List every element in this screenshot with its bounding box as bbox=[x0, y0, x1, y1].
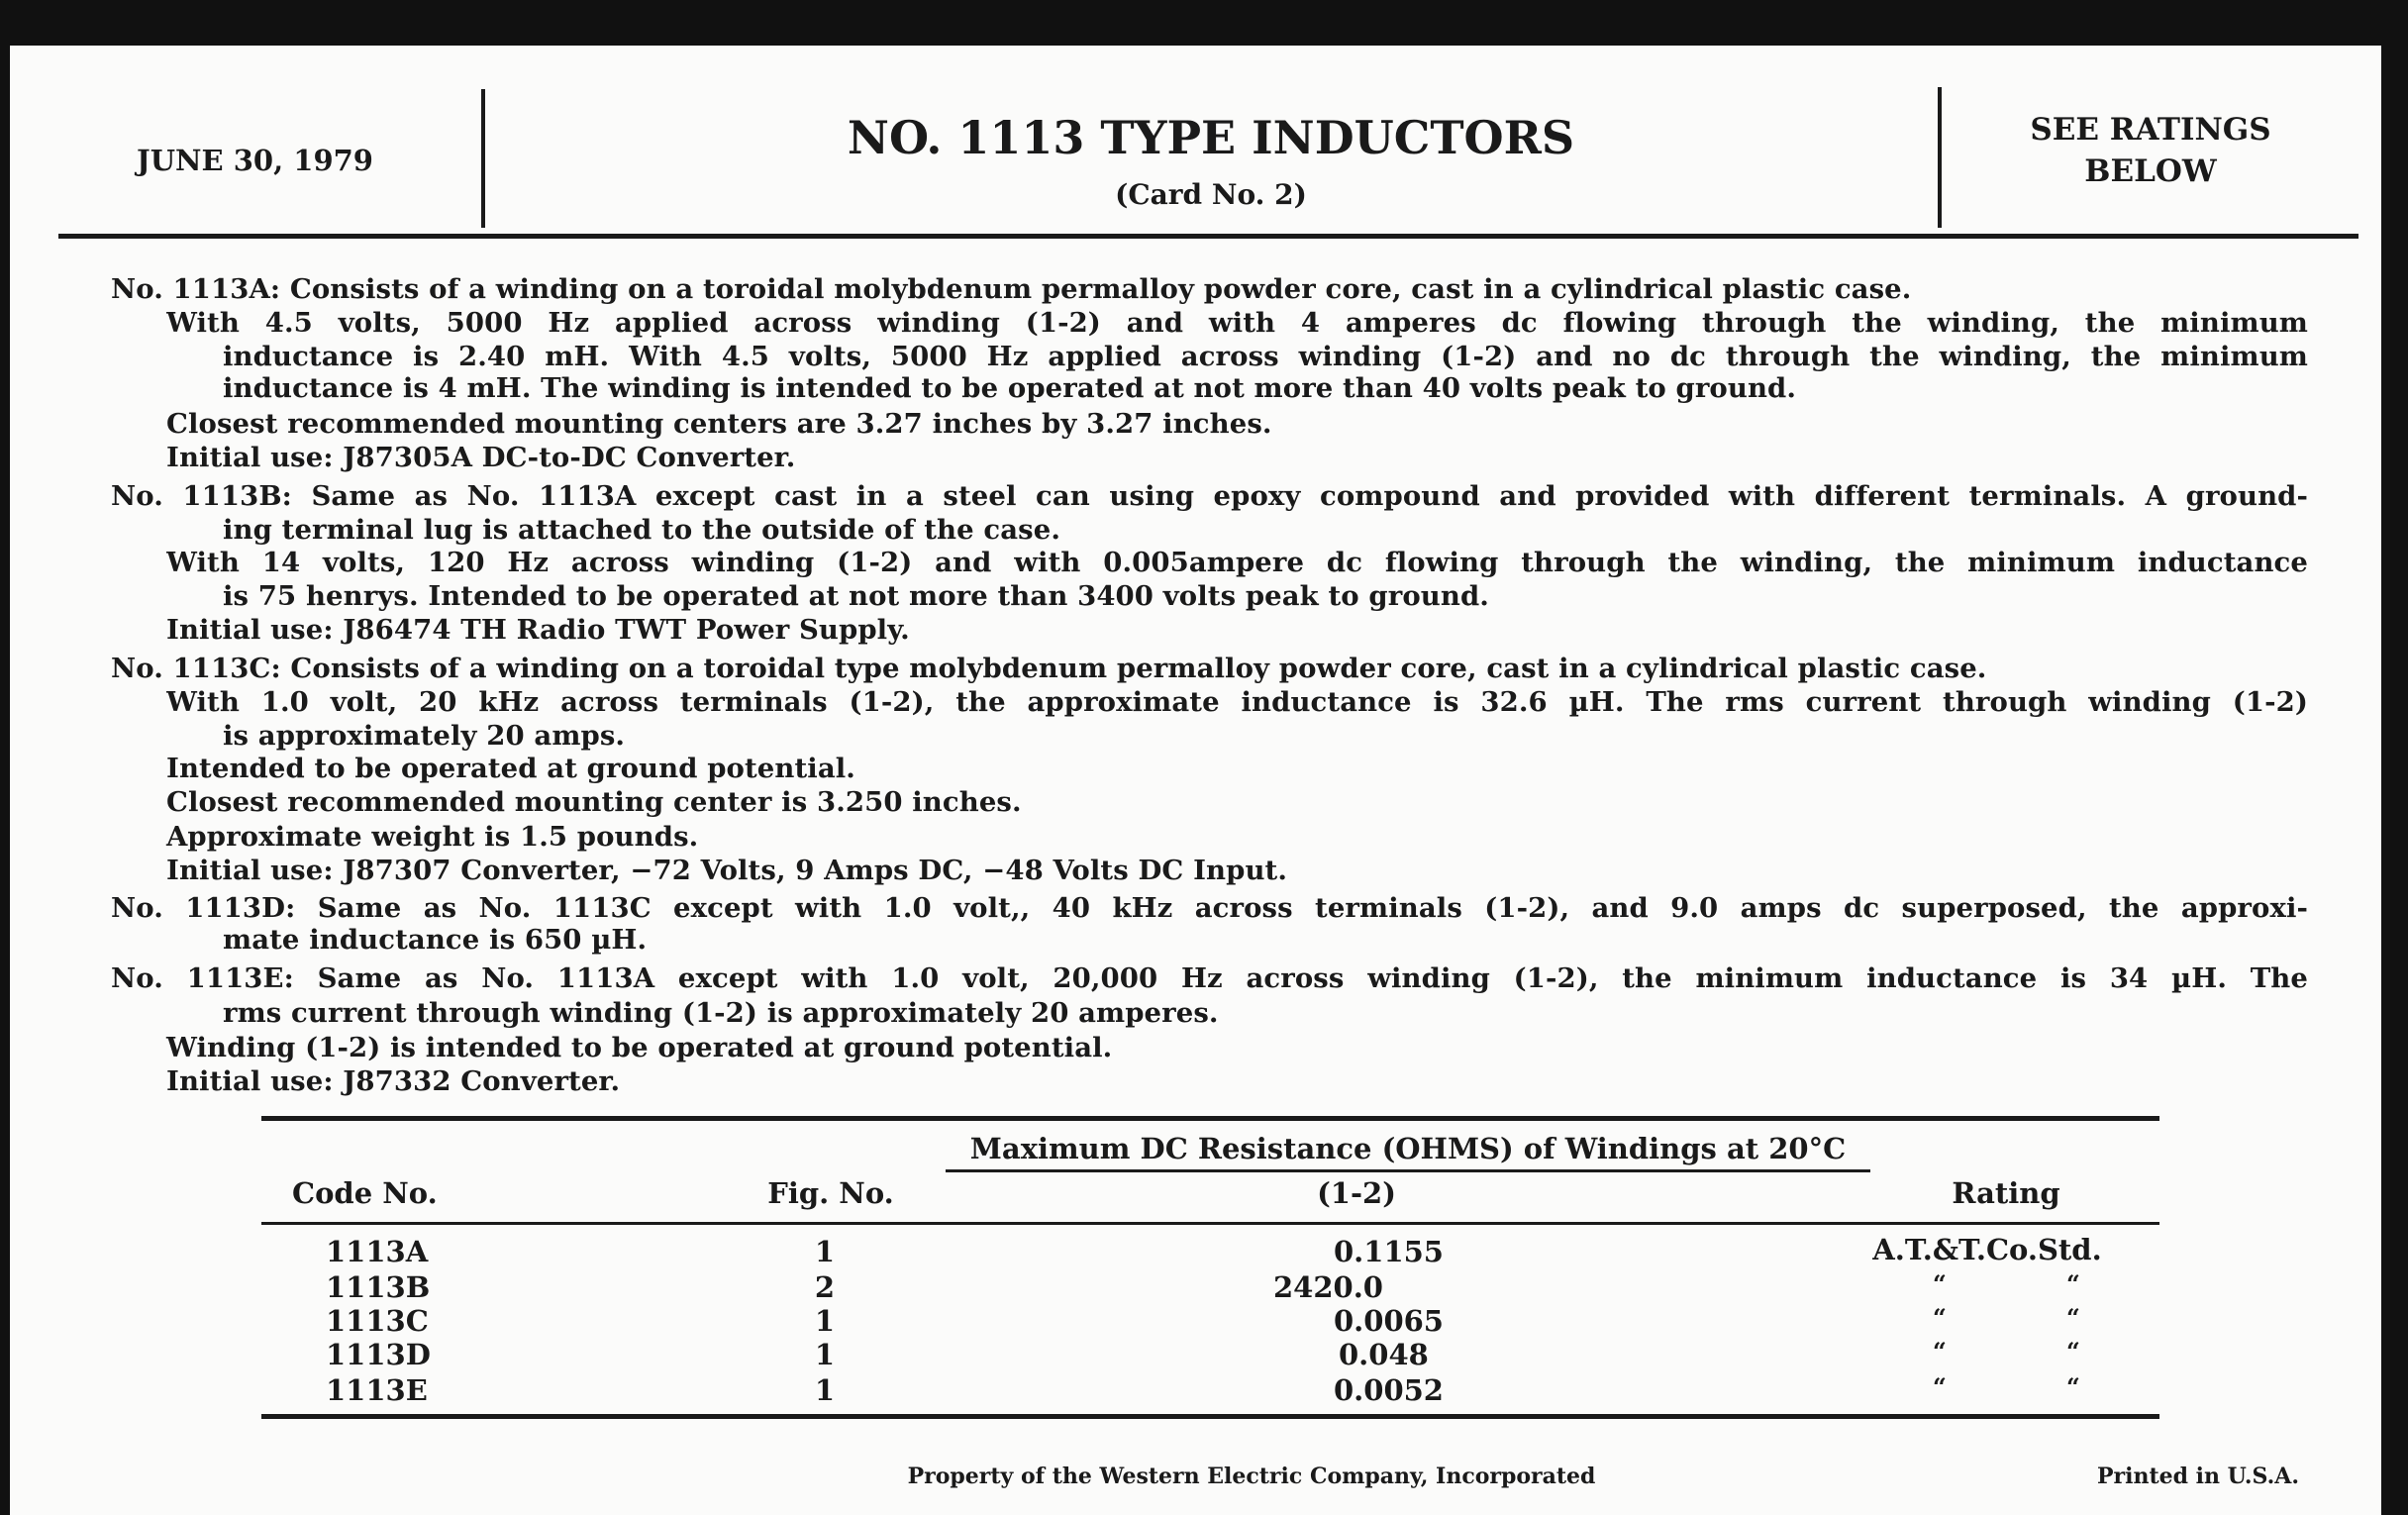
text-line: mate inductance is 650 µH. bbox=[223, 924, 648, 956]
ditto-mark: “ bbox=[2066, 1372, 2080, 1401]
page-title: NO. 1113 TYPE INDUCTORS bbox=[847, 111, 1575, 164]
text-line: With 1.0 volt, 20 kHz across terminals (1-2), the approximate inductance is 32.6 µH. The rms current through winding (1-2) bbox=[166, 686, 2308, 718]
ratings-note-line1: SEE RATINGS bbox=[2030, 112, 2271, 148]
ditto-mark: “ bbox=[2066, 1269, 2080, 1298]
header-rule bbox=[58, 234, 2358, 239]
text-line: Initial use: J86474 TH Radio TWT Power Supply. bbox=[166, 614, 910, 646]
resistance-cell: 0.1155 bbox=[1334, 1235, 1444, 1268]
text-line: is 75 henrys. Intended to be operated at not more than 3400 volts peak to ground. bbox=[223, 580, 1489, 612]
text-line: Closest recommended mounting center is 3.250 inches. bbox=[166, 786, 1022, 818]
resistance-cell: 0.0065 bbox=[1334, 1304, 1444, 1338]
text-line: rms current through winding (1-2) is approximately 20 amperes. bbox=[223, 997, 1219, 1029]
text-line: No. 1113D: Same as No. 1113C except with 1.0 volt,, 40 kHz across terminals (1-2), and 9.0 amps dc superposed, the approxi- bbox=[111, 892, 2308, 924]
text-line: Intended to be operated at ground potential. bbox=[166, 753, 855, 784]
column-header-rating: Rating bbox=[1952, 1176, 2060, 1210]
text-line: inductance is 2.40 mH. With 4.5 volts, 5000 Hz applied across winding (1-2) and no dc through the winding, the minimum bbox=[223, 341, 2308, 372]
text-line: Approximate weight is 1.5 pounds. bbox=[166, 821, 699, 853]
column-header-resistance: (1-2) bbox=[1317, 1176, 1396, 1210]
text-line: is approximately 20 amps. bbox=[223, 720, 626, 752]
text-line: No. 1113E: Same as No. 1113A except with 1.0 volt, 20,000 Hz across winding (1-2), the minimum inductance is 34 µH. The bbox=[111, 962, 2308, 994]
text-line: No. 1113B: Same as No. 1113A except cast in a steel can using epoxy compound and provided with different terminals. A ground- bbox=[111, 480, 2308, 512]
resistance-cell: 0.048 bbox=[1339, 1338, 1429, 1371]
table-group-header: Maximum DC Resistance (OHMS) of Windings at 20°C bbox=[969, 1132, 1847, 1165]
fig-cell: 1 bbox=[814, 1235, 836, 1268]
fig-cell: 1 bbox=[814, 1304, 836, 1338]
fig-cell: 2 bbox=[814, 1270, 836, 1304]
table-header-rule bbox=[261, 1222, 2159, 1225]
text-line: No. 1113A: Consists of a winding on a toroidal molybdenum permalloy powder core, cast in a cylindrical plastic case. bbox=[111, 273, 1912, 305]
resistance-cell: 2420.0 bbox=[1273, 1270, 1383, 1304]
footer-property: Property of the Western Electric Company, Incorporated bbox=[907, 1464, 1596, 1489]
ratings-note-line2: BELOW bbox=[2084, 153, 2217, 189]
text-line: inductance is 4 mH. The winding is intended to be operated at not more than 40 volts peak to ground. bbox=[223, 372, 1797, 404]
fig-cell: 1 bbox=[814, 1373, 836, 1407]
code-cell: 1113E bbox=[326, 1373, 428, 1407]
text-line: With 14 volts, 120 Hz across winding (1-2) and with 0.005ampere dc flowing through the winding, the minimum inductance bbox=[166, 547, 2308, 578]
text-line: Initial use: J87305A DC-to-DC Converter. bbox=[166, 442, 796, 473]
text-line: Closest recommended mounting centers are 3.27 inches by 3.27 inches. bbox=[166, 408, 1272, 440]
table-bottom-rule bbox=[261, 1414, 2159, 1419]
card-date: JUNE 30, 1979 bbox=[137, 144, 373, 177]
text-line: No. 1113C: Consists of a winding on a toroidal type molybdenum permalloy powder core, cast in a cylindrical plastic case. bbox=[111, 653, 1987, 684]
column-header-fig: Fig. No. bbox=[767, 1176, 894, 1210]
ditto-mark: “ bbox=[1933, 1303, 1947, 1332]
code-cell: 1113B bbox=[326, 1270, 431, 1304]
ditto-mark: “ bbox=[1933, 1269, 1947, 1298]
resistance-cell: 0.0052 bbox=[1334, 1373, 1444, 1407]
code-cell: 1113C bbox=[326, 1304, 429, 1338]
text-line: Initial use: J87332 Converter. bbox=[166, 1065, 621, 1097]
header-divider-right bbox=[1938, 87, 1942, 228]
card-number: (Card No. 2) bbox=[1115, 178, 1307, 211]
ditto-mark: “ bbox=[2066, 1337, 2080, 1365]
table-top-rule bbox=[261, 1116, 2159, 1121]
code-cell: 1113A bbox=[326, 1235, 429, 1268]
ditto-mark: “ bbox=[1933, 1372, 1947, 1401]
footer-printed: Printed in U.S.A. bbox=[2096, 1464, 2299, 1489]
group-header-underline bbox=[946, 1169, 1870, 1172]
text-line: Winding (1-2) is intended to be operated at ground potential. bbox=[166, 1032, 1113, 1063]
ditto-mark: “ bbox=[2066, 1303, 2080, 1332]
text-line: ing terminal lug is attached to the outside of the case. bbox=[223, 514, 1061, 546]
code-cell: 1113D bbox=[326, 1338, 431, 1371]
ditto-mark: “ bbox=[1933, 1337, 1947, 1365]
text-line: With 4.5 volts, 5000 Hz applied across winding (1-2) and with 4 amperes dc flowing through the winding, the minimum bbox=[166, 307, 2308, 339]
text-line: Initial use: J87307 Converter, −72 Volts, 9 Amps DC, −48 Volts DC Input. bbox=[166, 855, 1288, 886]
rating-cell: A.T.&T.Co.Std. bbox=[1872, 1233, 2102, 1266]
fig-cell: 1 bbox=[814, 1338, 836, 1371]
column-header-code: Code No. bbox=[292, 1176, 438, 1210]
